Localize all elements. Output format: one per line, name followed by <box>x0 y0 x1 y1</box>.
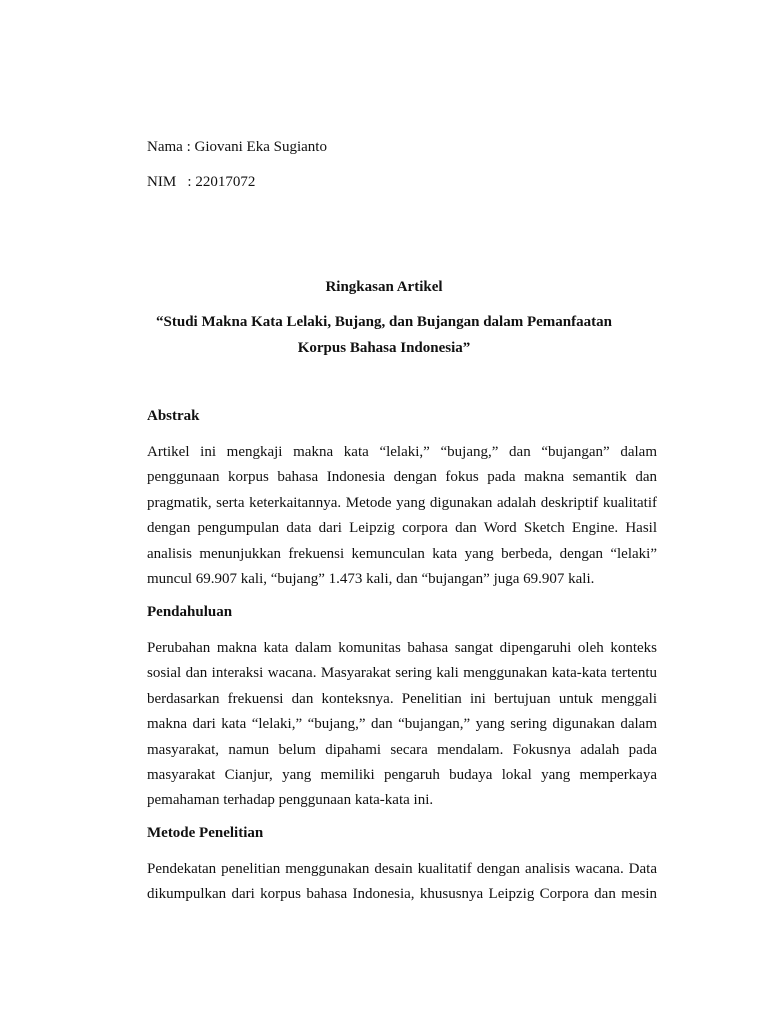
paragraph-line: masyarakat, namun belum dipahami secara mendalam. Fokusnya adalah pada <box>147 741 657 758</box>
paragraph-pendahuluan <box>147 636 657 814</box>
paragraph-line: Perubahan makna kata dalam komunitas bahasa sangat dipengaruhi oleh konteks <box>147 640 657 656</box>
article-title-line-1: “Studi Makna Kata Lelaki, Bujang, dan Bujangan dalam Pemanfaatan <box>156 314 612 330</box>
paragraph-line: dengan pengumpulan data dari Leipzig corpora dan Word Sketch Engine. Hasil <box>147 520 657 537</box>
article-title-line-2: Korpus Bahasa Indonesia” <box>297 340 471 356</box>
student-nim: NIM : 22017072 <box>147 174 256 190</box>
paragraph-line: pemahaman terhadap penggunaan kata-kata ini. <box>147 792 434 809</box>
paragraph-line: dikumpulkan dari korpus bahasa Indonesia, khususnya Leipzig Corpora dan mesin <box>147 886 657 903</box>
paragraph-abstrak <box>147 440 657 592</box>
paragraph-line: berdasarkan frekuensi dan konteksnya. Penelitian ini bertujuan untuk menggali <box>147 690 657 707</box>
paragraph-line: pragmatik, serta keterkaitannya. Metode yang digunakan adalah deskriptif kualitatif <box>147 494 657 511</box>
document-type-title: Ringkasan Artikel <box>325 279 443 295</box>
section-heading-pendahuluan: Pendahuluan <box>147 604 233 620</box>
student-name: Nama : Giovani Eka Sugianto <box>147 139 327 155</box>
paragraph-line: sosial dan interaksi wacana. Masyarakat sering kali menggunakan kata-kata tertentu <box>147 665 657 682</box>
paragraph-line: muncul 69.907 kali, “bujang” 1.473 kali, dan “bujangan” juga 69.907 kali. <box>147 570 595 587</box>
section-heading-abstrak: Abstrak <box>147 408 200 424</box>
paragraph-line: masyarakat Cianjur, yang memiliki pengaruh budaya lokal yang memperkaya <box>147 766 657 783</box>
section-heading-metode-penelitian: Metode Penelitian <box>147 825 264 841</box>
paragraph-line: makna dari kata “lelaki,” “bujang,” dan “bujangan,” yang sering digunakan dalam <box>147 716 657 733</box>
paragraph-line: Artikel ini mengkaji makna kata “lelaki,” “bujang,” dan “bujangan” dalam <box>147 444 657 460</box>
paragraph-metode-penelitian <box>147 857 657 908</box>
paragraph-line: analisis menunjukkan frekuensi kemunculan kata yang berbeda, dengan “lelaki” <box>147 545 657 562</box>
paragraph-line: penggunaan korpus bahasa Indonesia dengan fokus pada makna semantik dan <box>147 469 657 486</box>
paragraph-line: Pendekatan penelitian menggunakan desain kualitatif dengan analisis wacana. Data <box>147 861 657 877</box>
